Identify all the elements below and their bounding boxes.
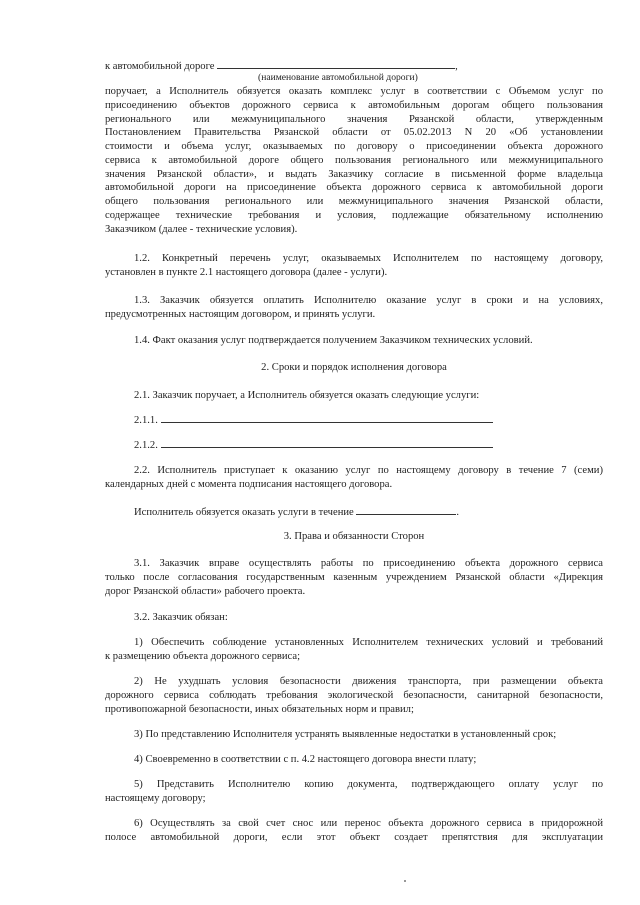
road-prefix: к автомобильной дороге xyxy=(105,61,215,72)
item-2-1-1: 2.1.1. xyxy=(134,412,603,428)
paragraph-2-1: 2.1. Заказчик поручает, а Исполнитель обязуется оказать следующие услуги: xyxy=(134,390,480,401)
blank-2-1-1 xyxy=(161,412,493,423)
item-2-1-2: 2.1.2. xyxy=(134,437,603,453)
paragraph-3-2: 3.2. Заказчик обязан: xyxy=(134,612,228,623)
road-name-blank xyxy=(217,58,455,69)
paragraph-1-4: 1.4. Факт оказания услуг подтверждается получением Заказчиком технических условий. xyxy=(134,335,533,346)
term-blank xyxy=(356,504,456,515)
road-caption: (наименование автомобильной дороги) xyxy=(258,72,418,83)
road-line: к автомобильной дороге , xyxy=(105,58,603,74)
section-2-title: 2. Сроки и порядок исполнения договора xyxy=(261,362,447,373)
obligation-4: 4) Своевременно в соответствии с п. 4.2 настоящего договора внести плату; xyxy=(134,754,477,765)
document-page: к автомобильной дороге , (наименование автомобильной дороги) поручает, а Исполнитель обязуется оказать комплекс услуг в соответствии с Объемом услуг по присоединению объектов дорожного сервиса к автомобильным дорогам общего пользования регионального или межмуниципального значения Рязанской области, утвержденным Постановлением Правительства Рязанской области от 05.02.2013 N 20 «Об установлении стоимости и объема услуг, оказываемых по договору о присоединении объекта дорожного сервиса к автомобильной дороге общего пользования регионального или межмуниципального значения Рязанской области», и выдать Заказчику согласие в письменной форме владельца автомобильной дороги на присоединение объекта дорожного сервиса к автомобильной дороги общего пользования регионального или межмуниципального значения Рязанской области, содержащее технические требования и условия, подлежащие обязательному исполнению Заказчиком (далее - технические условия). 1.2. Конкретный перечень услуг, оказываемых Исполнителем по настоящему договору, установлен в пункте 2.1 настоящего договора (далее - услуги). 1.3. Заказчик обязуется оплатить Исполнителю оказание услуг в сроки и на условиях, предусмотренных настоящим договором, и принять услуги. 1.4. Факт оказания услуг подтверждается получением Заказчиком технических условий. 2. Сроки и порядок исполнения договора 2.1. Заказчик поручает, а Исполнитель обязуется оказать следующие услуги: 2.1.1. 2.1.2. 2.2. Исполнитель приступает к оказанию услуг по настоящему договору в течение 7 (семи) календарных дней с момента подписания настоящего договора. Исполнитель обязуется оказать услуги в течение . 3. Права и обязанности Сторон 3.1. Заказчик вправе осуществлять работы по присоединению объекта дорожного сервиса только после согласования государственным казенным учреждением Рязанской области «Дирекция дорог Рязанской области» рабочего проекта. 3.2. Заказчик обязан: 1) Обеспечить соблюдение установленных Исполнителем технических условий и требований к размещению объекта дорожного сервиса; 2) Не ухудшать условия безопасности движения транспорта, при размещении объекта дорожного сервиса соблюдать требования экологической безопасности, санитарной безопасности, противопожарной безопасности, иных обязательных норм и правил; 3) По представлению Исполнителя устранять выявленные недостатки в установленный срок; 4) Своевременно в соответствии с п. 4.2 настоящего договора внести плату; 5) Представить Исполнителю копию документа, подтверждающего оплату услуг по настоящему договору; 6) Осуществлять за свой счет снос или перенос объекта дорожного сервиса в придорожной полосе автомобильной дороги, если этот объект создает препятствия для эксплуатации xyxy=(0,0,640,905)
scan-speck xyxy=(404,880,406,882)
paragraph-term: Исполнитель обязуется оказать услуги в течение . xyxy=(134,504,603,520)
blank-2-1-2 xyxy=(161,437,493,448)
section-3-title: 3. Права и обязанности Сторон xyxy=(283,531,425,542)
obligation-3: 3) По представлению Исполнителя устранять выявленные недостатки в установленный срок; xyxy=(134,729,557,740)
